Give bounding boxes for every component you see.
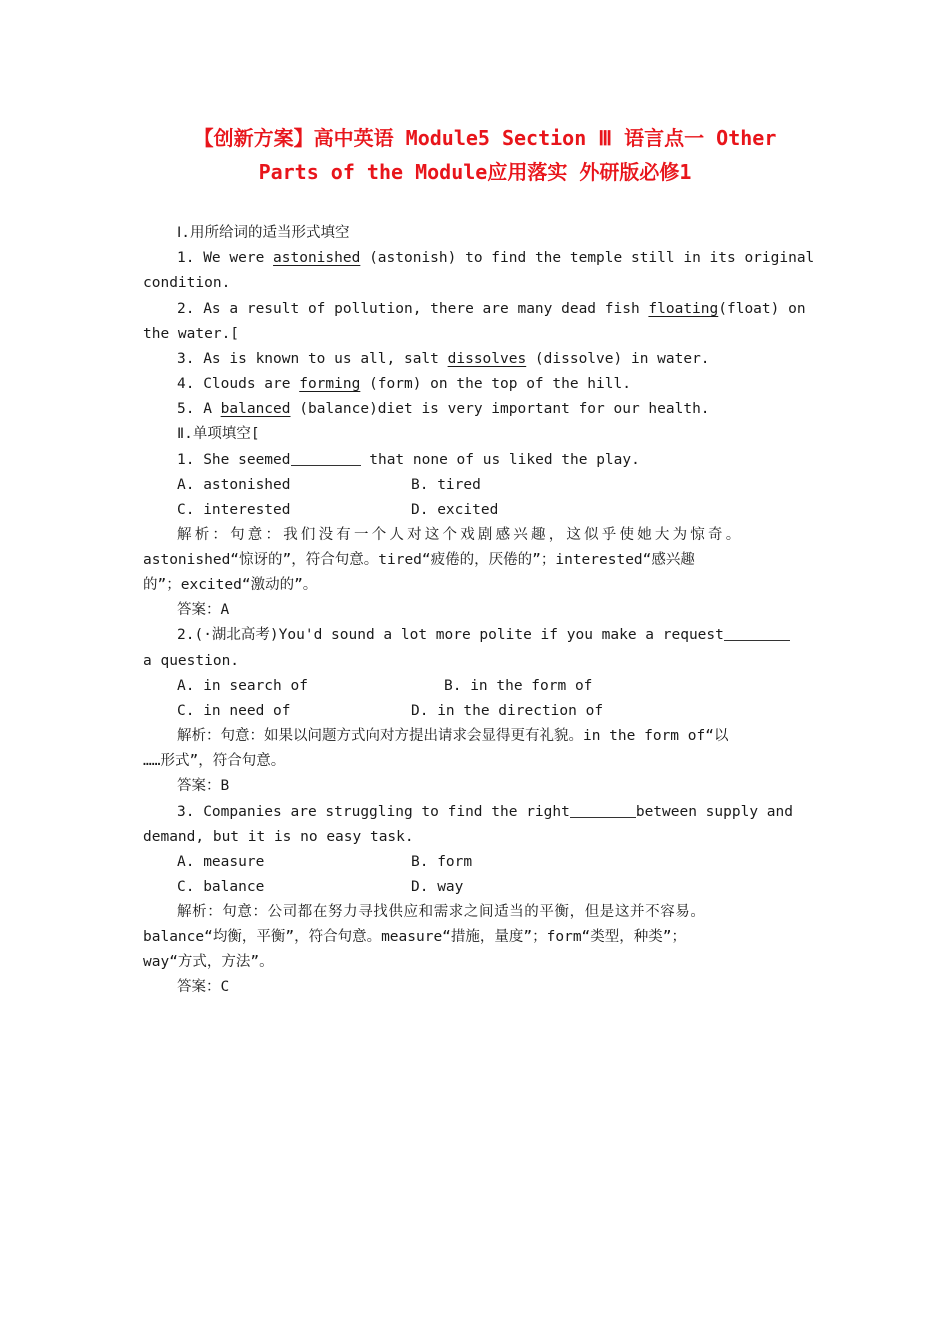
mc-question-1-stem (177, 450, 640, 470)
section-2-heading: Ⅱ.单项填空[ (177, 426, 260, 442)
mc3-explanation-line-2: balance“均衡，平衡”，符合句意。measure“措施，量度”；form“类型，种类”； (143, 929, 687, 945)
mc3-answer: 答案：C (177, 979, 230, 995)
q3-answer: dissolves (447, 351, 527, 367)
q2-answer: floating (648, 301, 719, 317)
mc2-answer: 答案：B (177, 778, 230, 794)
answer-blank (570, 803, 636, 818)
q1-text-before: 1. We were (177, 250, 274, 266)
mc3-explanation-line-1: 解析：句意：公司都在努力寻找供应和需求之间适当的平衡，但是这并不容易。 (177, 904, 706, 920)
mc-question-2-stem (177, 625, 790, 645)
q4-text-after: (form) on the top of the hill. (360, 376, 631, 392)
mc1-option-d: D. excited (411, 502, 499, 518)
q5-text-after: (balance)diet is very important for our health. (290, 401, 710, 417)
fill-question-2 (177, 299, 806, 319)
q4-answer: forming (299, 376, 361, 392)
mc1-option-a: A. astonished (177, 477, 291, 493)
mc-question-2-continued: a question. (143, 653, 240, 669)
mc3-stem-after: between supply and (635, 804, 793, 820)
mc1-answer: 答案：A (177, 602, 230, 618)
q5-text-before: 5. A (177, 401, 221, 417)
mc2-explanation-line-2: ……形式”，符合句意。 (143, 753, 286, 769)
mc3-option-a: A. measure (177, 854, 265, 870)
mc3-option-d: D. way (411, 879, 464, 895)
mc2-stem-text: 2.(·湖北高考)You'd sound a lot more polite if you make a request (177, 627, 724, 643)
mc1-explanation-line-1: 解析：句意：我们没有一个人对这个戏剧感兴趣，这似乎使她大为惊奇。 (177, 527, 744, 543)
q3-text-before: 3. As is known to us all, salt (177, 351, 448, 367)
mc2-explanation-line-1: 解析：句意：如果以问题方式向对方提出请求会显得更有礼貌。in the form of“以 (177, 728, 729, 744)
fill-question-1-continued: condition. (143, 275, 231, 291)
answer-blank (724, 626, 790, 641)
mc1-option-b: B. tired (411, 477, 481, 493)
mc1-stem-before: 1. She seemed (177, 452, 291, 468)
q1-text-after: (astonish) to find the temple still in its original (360, 250, 815, 266)
q2-text-before: 2. As a result of pollution, there are many dead fish (177, 301, 649, 317)
mc3-stem-before: 3. Companies are struggling to find the right (177, 804, 570, 820)
fill-question-3 (177, 349, 710, 369)
mc2-option-d: D. in the direction of (411, 703, 604, 719)
mc2-option-b: B. in the form of (444, 678, 593, 694)
q1-answer: astonished (273, 250, 361, 266)
mc1-explanation-line-2: astonished“惊讶的”，符合句意。tired“疲倦的，厌倦的”；interested“感兴趣 (143, 552, 695, 568)
mc3-option-b: B. form (411, 854, 473, 870)
mc2-option-a: A. in search of (177, 678, 308, 694)
q5-answer: balanced (220, 401, 291, 417)
fill-question-2-continued: the water.[ (143, 326, 240, 342)
mc1-stem-after: that none of us liked the play. (360, 452, 640, 468)
q3-text-after: (dissolve) in water. (526, 351, 710, 367)
mc3-option-c: C. balance (177, 879, 265, 895)
mc-question-3-continued: demand, but it is no easy task. (143, 829, 414, 845)
document-title-line-1: 【创新方案】高中英语 Module5 Section Ⅲ 语言点一 Other (193, 126, 777, 150)
fill-question-5 (177, 399, 710, 419)
mc3-explanation-line-3: way“方式，方法”。 (143, 954, 274, 970)
answer-blank (291, 451, 361, 466)
fill-question-1 (177, 248, 814, 268)
mc-question-3-stem (177, 802, 793, 822)
document-title-line-2: Parts of the Module应用落实 外研版必修1 (258, 160, 692, 184)
mc1-explanation-line-3: 的”；excited“激动的”。 (143, 577, 318, 593)
mc2-option-c: C. in need of (177, 703, 291, 719)
section-1-heading: Ⅰ.用所给词的适当形式填空 (177, 225, 350, 241)
mc1-option-c: C. interested (177, 502, 291, 518)
q2-text-after: (float) on (718, 301, 806, 317)
fill-question-4 (177, 374, 631, 394)
q4-text-before: 4. Clouds are (177, 376, 300, 392)
